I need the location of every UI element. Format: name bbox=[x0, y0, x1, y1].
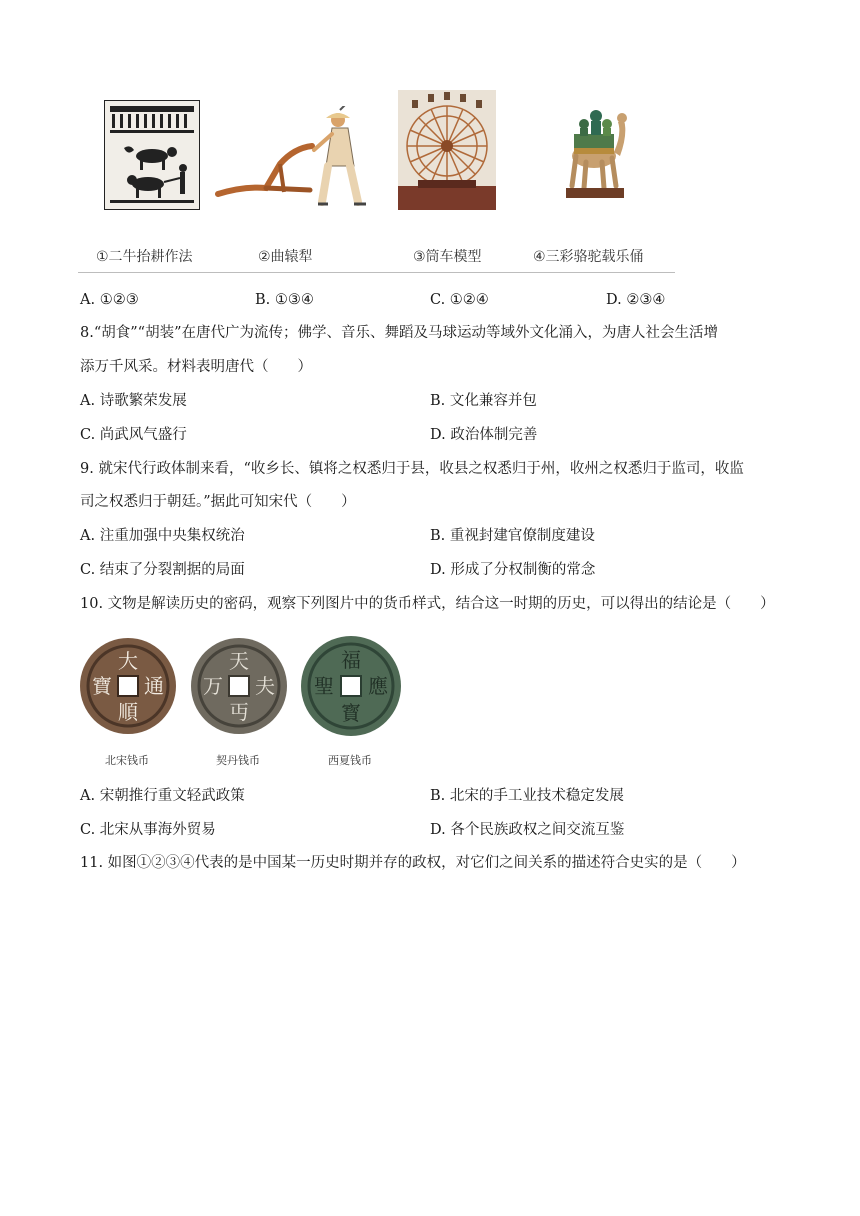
western-xia-coin-image bbox=[298, 634, 404, 738]
q9-option-d[interactable]: D. 形成了分权制衡的常念 bbox=[430, 562, 596, 578]
coin-1-char-right: 通 bbox=[144, 674, 164, 698]
curved-plough-image bbox=[214, 106, 374, 210]
khitan-coin-image bbox=[188, 636, 290, 736]
q10-option-a[interactable]: A. 宋朝推行重文轻武政策 bbox=[80, 788, 245, 804]
coin-3-char-bottom: 寳 bbox=[341, 701, 361, 725]
q10-option-c[interactable]: C. 北宋从事海外贸易 bbox=[80, 822, 216, 838]
coin-2-char-top: 天 bbox=[229, 649, 249, 673]
coin-1-char-top: 大 bbox=[118, 649, 138, 673]
q9-stem-line-2: 司之权悉归于朝廷。”据此可知宋代（ ） bbox=[80, 494, 356, 510]
q8-option-b[interactable]: B. 文化兼容并包 bbox=[430, 393, 537, 409]
coin-2-char-right: 夫 bbox=[255, 674, 275, 698]
caption-western-xia-coin: 西夏钱币 bbox=[328, 754, 372, 767]
q8-stem-line-2: 添万千风采。材料表明唐代（ ） bbox=[80, 359, 312, 375]
q11-stem: 11. 如图①②③④代表的是中国某一历史时期并存的政权，对它们之间关系的描述符合史实的是（ ） bbox=[80, 855, 746, 871]
q9-option-b[interactable]: B. 重视封建官僚制度建设 bbox=[430, 528, 595, 544]
q10-stem: 10. 文物是解读历史的密码，观察下列图片中的货币样式，结合这一时期的历史，可以得出的结论是（ ） bbox=[80, 596, 775, 612]
q10-option-b[interactable]: B. 北宋的手工业技术稳定发展 bbox=[430, 788, 624, 804]
q8-stem-line-1: 8.“胡食”“胡装”在唐代广为流传；佛学、音乐、舞蹈及马球运动等域外文化涌入，为唐人社会生活增 bbox=[80, 325, 718, 341]
q7-option-a[interactable]: A. ①②③ bbox=[80, 292, 139, 308]
northern-song-coin-image bbox=[78, 636, 178, 736]
caption-underline bbox=[78, 272, 675, 273]
q8-option-d[interactable]: D. 政治体制完善 bbox=[430, 427, 538, 443]
ox-plough-relief-image bbox=[104, 100, 200, 210]
q9-stem-line-1: 9. 就宋代行政体制来看，“收乡长、镇将之权悉归于县，收县之权悉归于州，收州之权悉归于监司，收监 bbox=[80, 461, 744, 477]
q7-option-c[interactable]: C. ①②④ bbox=[430, 292, 489, 308]
caption-curved-plough: ②曲辕犁 bbox=[258, 249, 313, 265]
caption-khitan-coin: 契丹钱币 bbox=[216, 754, 260, 767]
waterwheel-model-image bbox=[398, 90, 496, 210]
coin-3-char-right: 應 bbox=[368, 674, 388, 698]
caption-camel-figurine: ④三彩骆驼载乐俑 bbox=[533, 249, 644, 265]
coin-3-char-left: 聖 bbox=[314, 674, 334, 698]
q10-option-d[interactable]: D. 各个民族政权之间交流互鉴 bbox=[430, 822, 625, 838]
q8-option-c[interactable]: C. 尚武风气盛行 bbox=[80, 427, 187, 443]
caption-waterwheel: ③筒车模型 bbox=[413, 249, 482, 265]
coin-2-char-bottom: 丏 bbox=[229, 700, 249, 724]
tri-colored-camel-figurine-image bbox=[560, 94, 630, 204]
q9-option-c[interactable]: C. 结束了分裂割据的局面 bbox=[80, 562, 245, 578]
coin-3-char-top: 福 bbox=[341, 648, 361, 672]
q7-option-b[interactable]: B. ①③④ bbox=[255, 292, 314, 308]
q8-option-a[interactable]: A. 诗歌繁荣发展 bbox=[80, 393, 187, 409]
q9-option-a[interactable]: A. 注重加强中央集权统治 bbox=[80, 528, 245, 544]
coin-1-char-bottom: 順 bbox=[118, 700, 138, 724]
coin-1-char-left: 寶 bbox=[92, 674, 112, 698]
caption-northern-song-coin: 北宋钱币 bbox=[105, 754, 149, 767]
q7-option-d[interactable]: D. ②③④ bbox=[606, 292, 666, 308]
caption-ox-plough: ①二牛抬耕作法 bbox=[96, 249, 193, 265]
coin-2-char-left: 万 bbox=[203, 674, 223, 698]
